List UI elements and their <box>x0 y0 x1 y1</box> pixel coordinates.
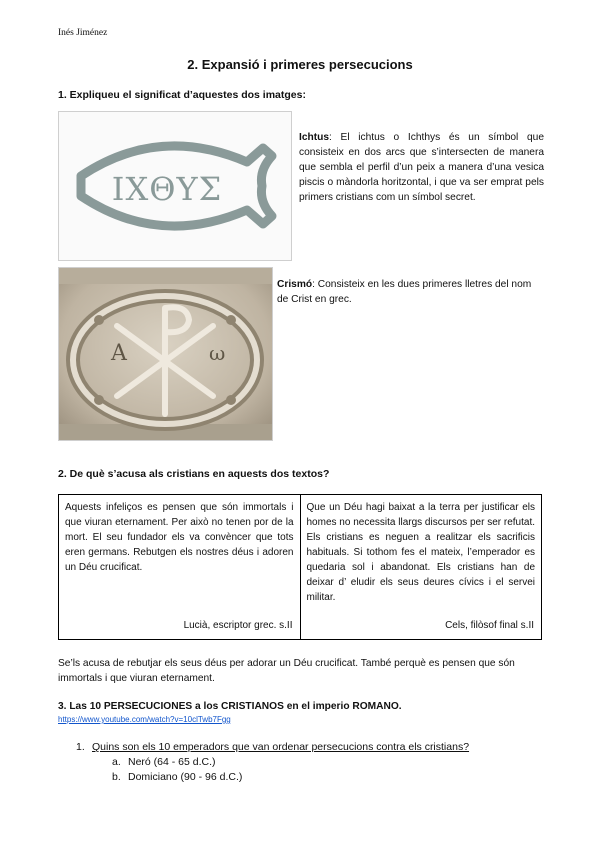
page-title: 2. Expansió i primeres persecucions <box>187 57 413 72</box>
text-lucia-citation: Lucià, escriptor grec. s.II <box>183 620 293 631</box>
answer-label: a. <box>112 756 121 768</box>
section3-heading: 3. Las 10 PERSECUCIONES a los CRISTIANOS en el imperio ROMANO. <box>58 701 402 712</box>
question-number: 1. <box>76 741 85 753</box>
chi-rho-relief-icon <box>59 268 272 440</box>
ichthys-text: : El ichtus o Ichthys és un símbol que consisteix en dos arcs que s’intersecten de manera que sembla el perfil d’un peix a manera d’una vesica piscis o màndorla horitzontal, i que va ser emprat pels primers cristians com un símbol secret. <box>299 132 544 203</box>
text-cels-citation: Cels, filòsof final s.II <box>445 620 534 631</box>
text-cels-body: Que un Déu hagi baixat a la terra per justificar els homes no necessita llargs discursos per ser refutat. Els cristians es neguen a realitzar els sacrificis habituals. Si tothom fes el mateix, l’emperador es quedaria sol i abandonat. Els cristians han de deixar d’ eludir els seus deures cívics i el servei militar. <box>306 502 535 603</box>
section1-heading: 1. Expliqueu el significat d’aquestes dos imatges: <box>58 89 306 101</box>
author-name: Inés Jiménez <box>58 28 108 38</box>
question-text: Quins son els 10 emperadors que van ordenar persecucions contra els cristians? <box>92 741 470 753</box>
chi-rho-text: : Consisteix en les dues primeres lletres del nom de Crist en grec. <box>277 279 532 305</box>
answer-item <box>112 771 242 783</box>
answer-text: Domiciano (90 - 96 d.C.) <box>128 771 243 783</box>
answer-label: b. <box>112 771 121 783</box>
chi-rho-image <box>58 267 273 441</box>
ichthys-image <box>58 111 292 261</box>
texts-table <box>58 494 542 640</box>
answer-text: Neró (64 - 65 d.C.) <box>128 756 216 768</box>
youtube-link[interactable]: https://www.youtube.com/watch?v=10clTwb7Fgg <box>58 715 231 724</box>
section2-heading: 2. De què s’acusa als cristians en aquests dos textos? <box>58 468 330 480</box>
question-1 <box>76 741 469 753</box>
text-cell-cels <box>300 495 542 640</box>
ichthys-description <box>299 130 544 205</box>
text-lucia-body: Aquests infeliços es pensen que són immortals i que viuran eternament. Per això no tenen por de la mort. El seu fundador els va convèncer que tots eren germans. Rebutgen els nostres déus i adoren un Déu crucificat. <box>65 502 294 573</box>
ichthys-fish-icon <box>59 112 291 260</box>
svg-text:A: A <box>111 341 127 366</box>
section2-answer: Se’ls acusa de rebutjar els seus déus per adorar un Déu crucificat. També perquè es pensen que són immortals i que viuran eternament. <box>58 658 515 684</box>
ichthys-lettering: ΙΧΘΥΣ <box>111 170 223 208</box>
svg-text:ω: ω <box>209 341 226 365</box>
text-cell-lucia <box>59 495 301 640</box>
answer-item <box>112 756 216 768</box>
chi-rho-term: Crismó <box>277 279 313 290</box>
chi-rho-description <box>277 277 545 307</box>
ichthys-term: Ichtus <box>299 132 330 143</box>
